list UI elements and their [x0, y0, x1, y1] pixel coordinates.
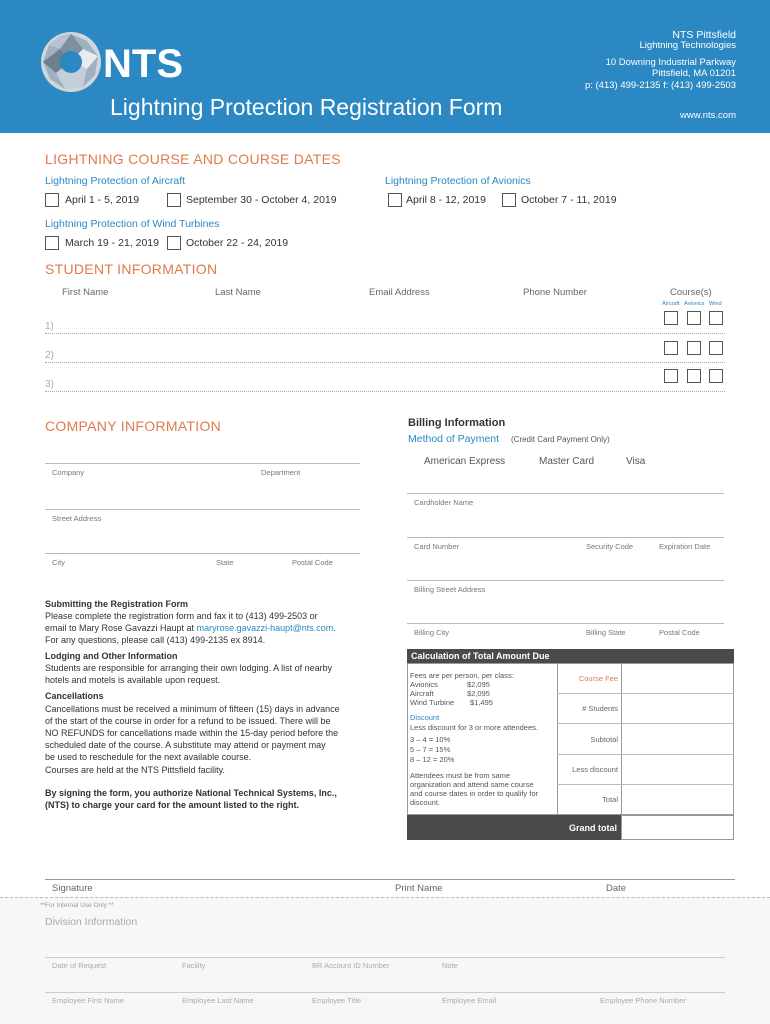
course-fee-input[interactable]: [623, 664, 733, 692]
discount-tier-1: 3 – 4 = 10%: [410, 735, 451, 744]
avionics-date-2-label: October 7 - 11, 2019: [521, 194, 617, 206]
student-section-heading: STUDENT INFORMATION: [45, 261, 218, 277]
student-row-3-number: 3): [45, 379, 54, 390]
student-row-1-line[interactable]: [45, 333, 725, 334]
lodging-title: Lodging and Other Information: [45, 651, 178, 661]
signature-line[interactable]: [45, 879, 735, 880]
submit-email-link[interactable]: maryrose.gavazzi-haupt@nts.com: [196, 623, 334, 633]
wind-col-label: Wind: [709, 301, 722, 307]
authorize-text-2: (NTS) to charge your card for the amount listed to the right.: [45, 800, 300, 810]
student-row-3-line[interactable]: [45, 391, 725, 392]
aircraft-date-1-label: April 1 - 5, 2019: [65, 194, 140, 206]
discount-title: Discount: [410, 713, 440, 722]
attendees-note-4: discount.: [410, 798, 441, 807]
company-section-heading: COMPANY INFORMATION: [45, 418, 222, 434]
aircraft-date-1-checkbox[interactable]: [45, 193, 59, 207]
cardholder-line[interactable]: [407, 493, 724, 494]
wind-course-title: Lightning Protection of Wind Turbines: [45, 218, 220, 230]
submit-text-2: email to Mary Rose Gavazzi Haupt at maryrose.gavazzi-haupt@nts.com.: [45, 623, 336, 633]
logo-wordmark: NTS: [103, 42, 183, 86]
students-count-label: # Students: [582, 704, 618, 713]
signature-label: Signature: [52, 883, 93, 894]
avionics-date-2-checkbox[interactable]: [502, 193, 516, 207]
company-name: NTS Pittsfield: [672, 29, 736, 41]
avionics-col-label: Avionics: [684, 301, 705, 307]
fee-avionics-price: $2,095: [467, 680, 490, 689]
company-line[interactable]: [45, 463, 360, 464]
total-input[interactable]: [623, 785, 733, 814]
student-row-2-number: 2): [45, 350, 54, 361]
cancel-line-3: NO REFUNDS for cancellations made within the 15-day period before the: [45, 728, 339, 738]
email-col: Email Address: [369, 287, 430, 298]
internal-note: **For Internal Use Only **: [40, 902, 114, 909]
employee-title-label: Employee Title: [312, 996, 362, 1005]
cancel-title: Cancellations: [45, 691, 104, 701]
wind-date-2-label: October 22 - 24, 2019: [186, 237, 289, 249]
company-label: Company: [52, 468, 85, 477]
submit-title: Submitting the Registration Form: [45, 599, 188, 609]
billing-city-line[interactable]: [407, 623, 724, 624]
fee-avionics-name: Avionics: [410, 680, 438, 689]
postal-label: Postal Code: [292, 558, 333, 567]
state-label: State: [216, 558, 234, 567]
billing-city-label: Billing City: [414, 628, 450, 637]
authorize-text-1: By signing the form, you authorize National Technical Systems, Inc.,: [45, 788, 337, 798]
row3-avionics-checkbox[interactable]: [687, 369, 701, 383]
facility-label: Facility: [182, 961, 206, 970]
row1-wind-checkbox[interactable]: [709, 311, 723, 325]
less-discount-input[interactable]: [623, 755, 733, 783]
address-line-2: Pittsfield, MA 01201: [652, 68, 736, 79]
wind-date-2-checkbox[interactable]: [167, 236, 181, 250]
mastercard-option[interactable]: Master Card: [539, 456, 595, 467]
aircraft-date-2-label: September 30 - October 4, 2019: [186, 194, 337, 206]
address-line-1: 10 Downing Industrial Parkway: [605, 57, 736, 68]
city-line[interactable]: [45, 553, 360, 554]
less-discount-label: Less discount: [572, 765, 618, 774]
cancel-line-1: Cancellations must be received a minimum of fifteen (15) days in advance: [45, 704, 340, 714]
submit-text-3: For any questions, please call (413) 499-2135 ex 8914.: [45, 635, 266, 645]
amex-option[interactable]: American Express: [424, 456, 506, 467]
employee-first-name-label: Employee First Name: [52, 996, 125, 1005]
grand-total-label: Grand total: [407, 815, 621, 840]
fees-heading: Fees are per person, per class:: [410, 671, 514, 680]
visa-option[interactable]: Visa: [626, 456, 646, 467]
row2-wind-checkbox[interactable]: [709, 341, 723, 355]
first-name-col: First Name: [62, 287, 109, 298]
facility-text: Courses are held at the NTS Pittsfield facility.: [45, 765, 225, 775]
nts-globe-logo-icon: [40, 31, 102, 93]
attendees-note-1: Attendees must be from same: [410, 771, 511, 780]
total-label: Total: [602, 795, 618, 804]
discount-tier-2: 5 – 7 = 15%: [410, 745, 451, 754]
aircraft-col-label: Aircraft: [662, 301, 680, 307]
employee-email-label: Employee Email: [442, 996, 497, 1005]
row3-wind-checkbox[interactable]: [709, 369, 723, 383]
student-row-1-number: 1): [45, 321, 54, 332]
row2-aircraft-checkbox[interactable]: [664, 341, 678, 355]
card-number-label: Card Number: [414, 542, 460, 551]
division-row-1-line[interactable]: [45, 957, 725, 958]
wind-date-1-label: March 19 - 21, 2019: [65, 237, 159, 249]
discount-tier-3: 8 – 12 = 20%: [410, 755, 455, 764]
attendees-note-2: organization and attend same course: [410, 780, 534, 789]
row1-aircraft-checkbox[interactable]: [664, 311, 678, 325]
note-label: Note: [442, 961, 458, 970]
avionics-course-title: Lightning Protection of Avionics: [385, 175, 531, 187]
street-label: Street Address: [52, 514, 102, 523]
br-account-label: BR Account ID Number: [312, 961, 390, 970]
card-number-line[interactable]: [407, 537, 724, 538]
avionics-date-1-label: April 8 - 12, 2019: [406, 194, 486, 206]
employee-last-name-label: Employee Last Name: [182, 996, 254, 1005]
grand-total-input[interactable]: [621, 815, 734, 840]
fee-wind-name: Wind Turbine: [410, 698, 455, 707]
payment-method-note: (Credit Card Payment Only): [511, 435, 610, 444]
billing-street-label: Billing Street Address: [414, 585, 486, 594]
security-code-label: Security Code: [586, 542, 634, 551]
fee-aircraft-price: $2,095: [467, 689, 490, 698]
date-of-request-label: Date of Request: [52, 961, 107, 970]
division-row-2-line[interactable]: [45, 992, 725, 993]
billing-postal-label: Postal Code: [659, 628, 700, 637]
street-line[interactable]: [45, 509, 360, 510]
billing-state-label: Billing State: [586, 628, 626, 637]
cancel-line-4: scheduled date of the course. A substitute may attend or payment may: [45, 740, 326, 750]
course-fee-label: Course Fee: [578, 674, 618, 683]
payment-method-label: Method of Payment: [408, 433, 500, 445]
lodging-text-1: Students are responsible for arranging their own lodging. A list of nearby: [45, 663, 333, 673]
date-label: Date: [606, 883, 627, 894]
expiration-label: Expiration Date: [659, 542, 711, 551]
avionics-date-1-checkbox[interactable]: [388, 193, 402, 207]
division-heading: Division Information: [45, 916, 138, 928]
lodging-text-2: hotels and motels is available upon request.: [45, 675, 221, 685]
attendees-note-3: and course dates in order to qualify for: [410, 789, 538, 798]
fee-aircraft-name: Aircraft: [410, 689, 434, 698]
billing-title: Billing Information: [408, 417, 506, 429]
calc-header: Calculation of Total Amount Due: [407, 649, 734, 663]
fee-wind-price: $1,495: [470, 698, 493, 707]
department-label: Department: [261, 468, 301, 477]
billing-street-line[interactable]: [407, 580, 724, 581]
cardholder-label: Cardholder Name: [414, 498, 474, 507]
courses-col: Course(s): [670, 287, 712, 298]
subtotal-label: Subtotal: [590, 735, 618, 744]
form-title: Lightning Protection Registration Form: [110, 94, 503, 120]
row1-avionics-checkbox[interactable]: [687, 311, 701, 325]
phone-col: Phone Number: [523, 287, 587, 298]
aircraft-date-2-checkbox[interactable]: [167, 193, 181, 207]
row3-aircraft-checkbox[interactable]: [664, 369, 678, 383]
employee-phone-label: Employee Phone Number: [600, 996, 686, 1005]
subtotal-input[interactable]: [623, 724, 733, 753]
cancel-line-5: be used to reschedule for the next available course.: [45, 752, 252, 762]
student-row-2-line[interactable]: [45, 362, 725, 363]
cancel-line-2: of the start of the course in order for a refund to be issued. There will be: [45, 716, 331, 726]
wind-date-1-checkbox[interactable]: [45, 236, 59, 250]
discount-text: Less discount for 3 or more attendees.: [410, 723, 538, 732]
students-input[interactable]: [623, 694, 733, 722]
print-name-label: Print Name: [395, 883, 443, 894]
city-label: City: [52, 558, 65, 567]
phone-fax: p: (413) 499-2135 f: (413) 499-2503: [584, 80, 736, 91]
course-section-heading: LIGHTNING COURSE AND COURSE DATES: [45, 151, 341, 167]
division-name: Lightning Technologies: [639, 40, 736, 51]
aircraft-course-title: Lightning Protection of Aircraft: [45, 175, 186, 187]
header-banner: [0, 0, 770, 133]
submit-text-1: Please complete the registration form and fax it to (413) 499-2503 or: [45, 611, 318, 621]
row2-avionics-checkbox[interactable]: [687, 341, 701, 355]
last-name-col: Last Name: [215, 287, 261, 298]
website-link[interactable]: www.nts.com: [680, 110, 736, 121]
